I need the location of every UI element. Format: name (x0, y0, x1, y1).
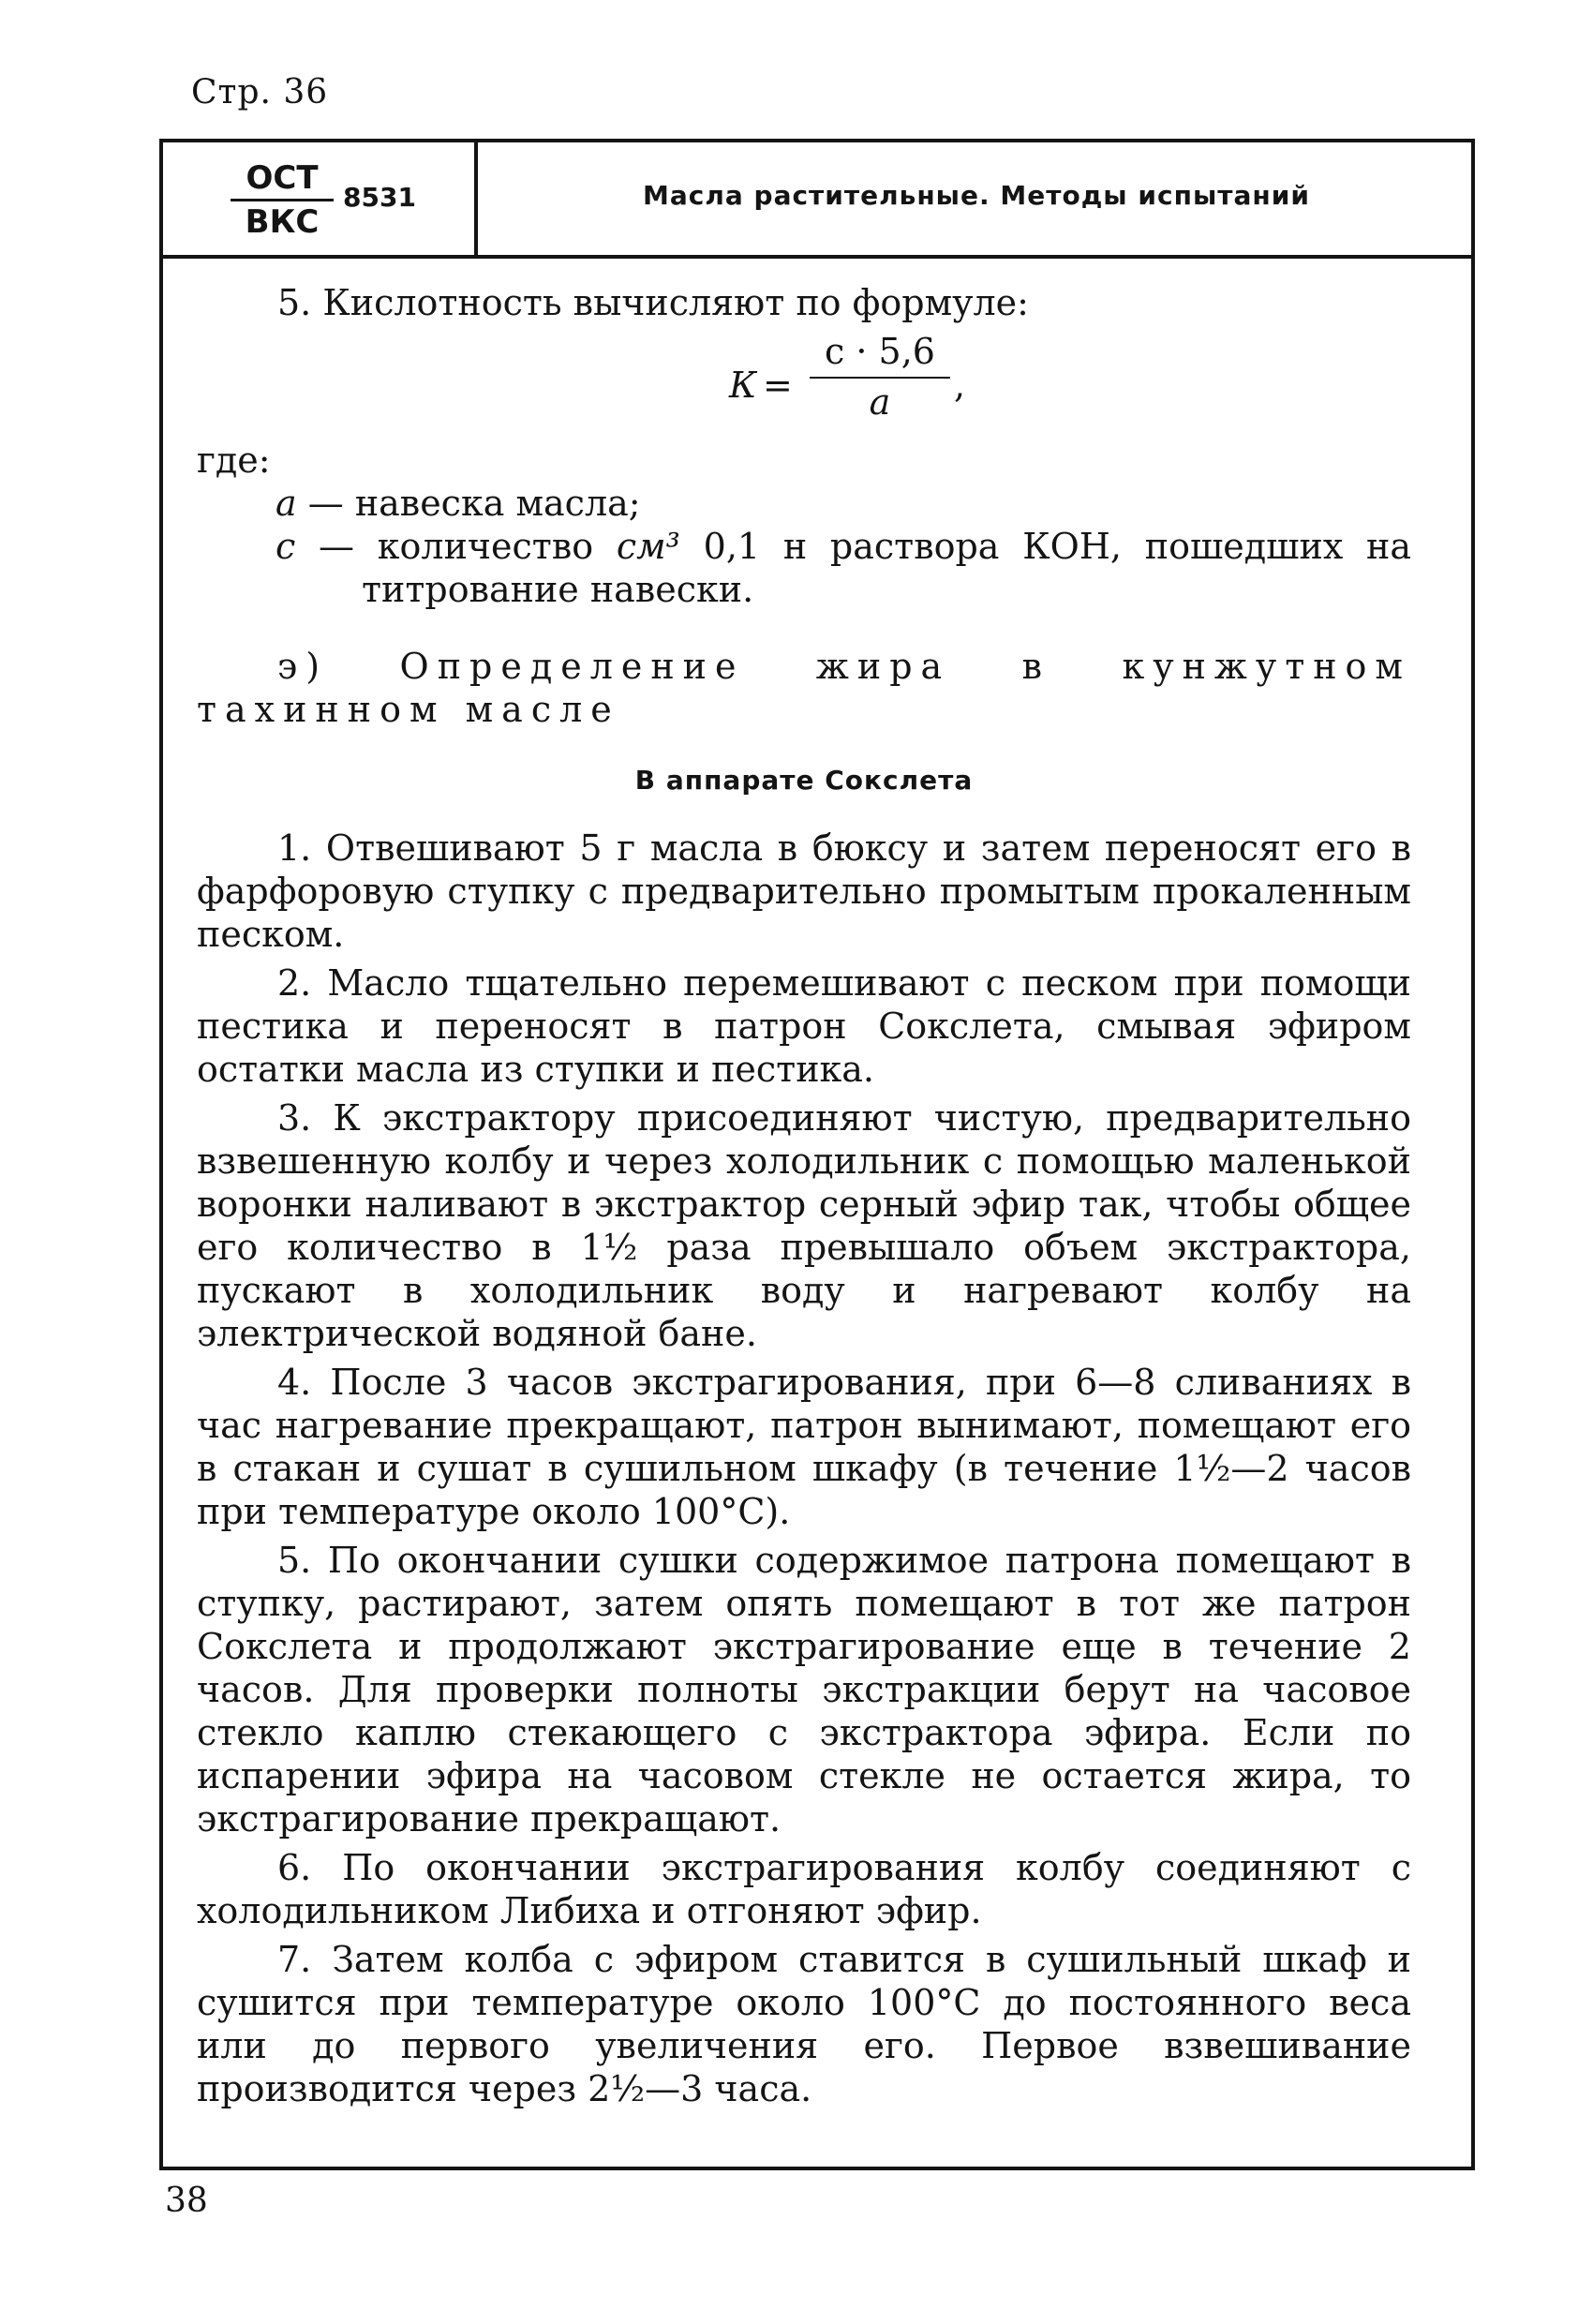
unit-cm3: см³ (616, 526, 680, 567)
standard-id-cell (159, 142, 478, 255)
symbol-a: а (275, 483, 297, 524)
document-body (197, 281, 1411, 2110)
acidity-formula (197, 330, 1411, 439)
variable-definitions (197, 482, 1411, 611)
definition-c (275, 525, 1411, 611)
page-header-label: Стр. 36 (191, 73, 329, 112)
standard-code (231, 159, 334, 241)
paragraph-4: 4. После 3 часов экстрагирования, при 6—8 сливаниях в час нагревание прекращают, патрон вынимают, помещают его в стакан и сушат в сушильном шкафу (в течение 1½—2 часов при температуре около 100°С). (197, 1362, 1411, 1532)
symbol-c: с (275, 526, 296, 567)
item-5-intro: 5. Кислотность вычисляют по формуле: (277, 282, 1029, 323)
paragraph-1: 1. Отвешивают 5 г масла в бюксу и затем переносят его в фарфоровую ступку с предварительно промытым прокаленным песком. (197, 827, 1411, 955)
document-title: Масла растительные. Методы испытаний (643, 180, 1310, 211)
definition-c-text-2: 0,1 н раствора КОН, пошедших на титрование навески. (362, 526, 1411, 610)
formula-lhs: К (729, 365, 757, 406)
subheading: В аппарате Сокслета (634, 765, 974, 796)
formula-comma: , (954, 365, 966, 406)
definition-a (275, 482, 1411, 525)
where-label: где: (197, 439, 271, 481)
paragraph-6: 6. По окончании экстрагирования колбу соединяют с холодильником Либиха и отгоняют эфир. (197, 1847, 1411, 1931)
formula-fraction (810, 330, 950, 424)
definition-a-text: — навеска масла; (296, 483, 641, 524)
paragraph-5: 5. По окончании сушки содержимое патрона помещают в ступку, растирают, затем опять помещают в тот же патрон Сокслета и продолжают экстрагирование еще в течение 2 часов. Для проверки полноты экстракции берут на часовое стекло каплю стекающего с экстрактора эфира. Если по испарении эфира на часовом стекле не остается жира, то экстрагирование прекращают. (197, 1540, 1411, 1840)
paragraph-7: 7. Затем колба с эфиром ставится в сушильный шкаф и сушится при температуре около 100°С до постоянного веса или до первого увеличения его. Первое взвешивание производится через 2½—3 часа. (197, 1939, 1411, 2109)
standard-header (159, 139, 1475, 259)
formula-numerator: с · 5,6 (810, 330, 950, 379)
definition-c-text-1: — количество (295, 526, 617, 567)
paragraph-3: 3. К экстрактору присоединяют чистую, предварительно взвешенную колбу и через холодильник с помощью маленькой воронки наливают в экстрактор серный эфир так, чтобы общее его количество в 1½ раза превышало объем экстрактора, пускают в холодильник воду и нагревают колбу на электрической водяной бане. (197, 1097, 1411, 1354)
standard-code-top: ОСТ (231, 159, 334, 201)
page-number: 38 (165, 2182, 208, 2220)
formula-equals: = (763, 365, 793, 406)
standard-number: 8531 (343, 182, 416, 213)
section-heading: э) Определение жира в кунжутном тахинном масле (197, 646, 1411, 730)
paragraph-2: 2. Масло тщательно перемешивают с песком при помощи пестика и переносят в патрон Сокслета, смывая эфиром остатки масла из ступки и пестика. (197, 962, 1411, 1090)
formula-denominator: а (869, 381, 891, 423)
standard-code-bottom: ВКС (245, 203, 320, 241)
